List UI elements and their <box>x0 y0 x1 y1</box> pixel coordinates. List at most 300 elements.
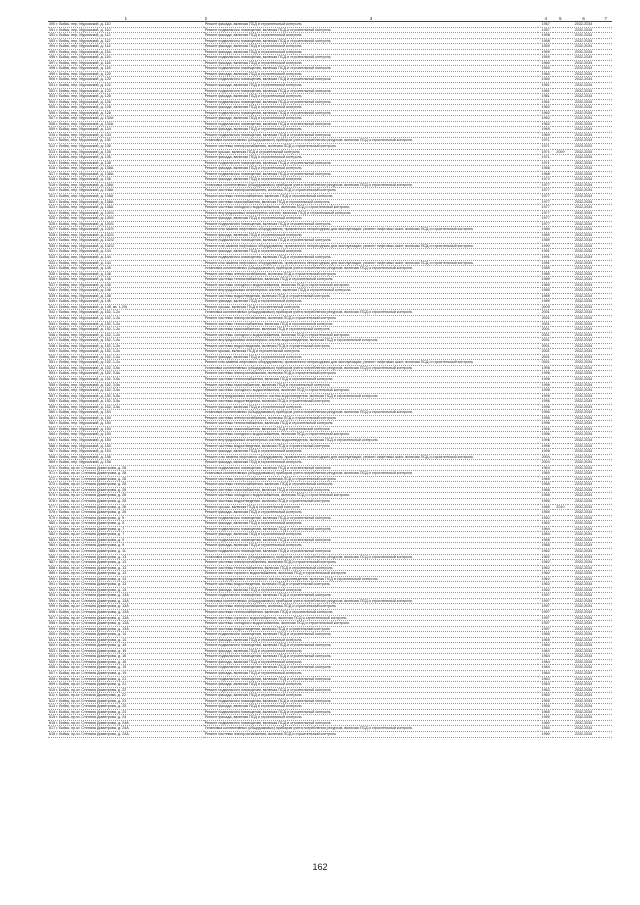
planned-period-cell: 2032-2034 <box>568 548 600 554</box>
planned-period-cell: 2032-2034 <box>568 338 600 344</box>
built-year-cell: 1997 <box>538 626 553 632</box>
address-text: г. Бийск, пр-кт. Степана Димитрова, д. 26 <box>56 510 127 515</box>
built-year-cell: 2001 <box>538 315 553 321</box>
address-text: г. Бийск, пр-кт. Степана Димитрова, д. 26 <box>56 487 127 492</box>
planned-period-cell: 2032-2034 <box>568 216 600 222</box>
built-year-cell: 1990 <box>538 243 553 249</box>
address-text: г. Бийск, пер. Муромский, д. 110 <box>56 22 111 26</box>
planned-period-cell: 2032-2034 <box>568 243 600 249</box>
planned-period-cell: 2032-2034 <box>568 449 600 455</box>
address-text: г. Бийск, пер. Муромский, д. 140/1 <box>56 216 114 221</box>
planned-period-cell: 2032-2034 <box>568 393 600 399</box>
address-text: г. Бийск, пер. Муромский, д. 146 <box>56 271 111 276</box>
built-year-cell: 2004 <box>538 454 553 460</box>
address-text: г. Бийск, пер. Муромский, д. 130А <box>56 121 114 126</box>
row-number: 507 <box>49 116 56 121</box>
address-text: г. Бийск, пер. Муромский, д. 122 <box>56 88 111 93</box>
address-text: г. Бийск, пер. Муромский, д. 116 <box>56 49 111 54</box>
row-number: 563 <box>49 426 56 431</box>
built-year-cell: 1960 <box>538 66 553 72</box>
row-number: 539 <box>49 293 56 298</box>
work-type-cell: Ремонт системы холодного водоснабжения, включая ПСД и строительный контроль <box>204 282 539 288</box>
planned-period-cell: 2032-2034 <box>568 332 600 338</box>
row-number: 551 <box>49 360 56 365</box>
planned-period-cell: 2032-2034 <box>568 654 600 660</box>
planned-period-cell: 2032-2034 <box>568 354 600 360</box>
work-type-cell: Ремонт системы электроснабжения, включая ПСД и строительный контроль <box>204 604 539 610</box>
planned-period-cell: 2032-2034 <box>568 371 600 377</box>
address-text: г. Бийск, пр-кт. Степана Димитрова, д. 26 <box>56 471 127 476</box>
work-type-cell: Ремонт системы газоснабжения, включая ПСД и строительный контроль <box>204 382 539 388</box>
built-year-cell: 1961 <box>538 83 553 89</box>
built-year-cell: 1991 <box>538 260 553 266</box>
row-number: 611 <box>49 693 55 698</box>
row-number: 572 <box>49 476 56 481</box>
planned-period-cell: 2032-2034 <box>568 71 600 77</box>
built-year-cell: 1989 <box>538 288 553 294</box>
built-year-cell: 1989 <box>538 277 553 283</box>
planned-period-cell: 2032-2034 <box>568 299 600 305</box>
planned-period-cell: 2032-2034 <box>568 426 600 432</box>
work-type-cell: Ремонт фасада, включая ПСД и строительный контроль <box>204 94 539 100</box>
row-number: 505 <box>49 105 56 110</box>
work-type-cell: Ремонт фасада, включая ПСД и строительный контроль <box>204 166 539 172</box>
work-type-cell: Ремонт системы холодного водоснабжения, включая ПСД и строительный контроль <box>204 493 539 499</box>
work-type-cell: Ремонт фасада, включая ПСД и строительный контроль <box>204 670 539 676</box>
address-text: г. Бийск, пер. Муромский, д. 118 <box>56 60 111 65</box>
address-text: г. Бийск, пр-кт. Степана Димитрова, д. 9 <box>56 537 125 542</box>
built-year-cell: 1957 <box>538 27 553 33</box>
row-number: 509 <box>49 127 56 132</box>
planned-period-cell: 2032-2034 <box>568 315 600 321</box>
built-year-cell: 1963 <box>538 676 553 682</box>
row-number: 529 <box>49 238 56 243</box>
built-year-cell: 1962 <box>538 110 553 116</box>
address-text: г. Бийск, пр-кт. Степана Димитрова, д. 26 <box>56 504 127 509</box>
built-year-cell: 1962 <box>538 587 553 593</box>
work-type-cell: Ремонт крыши, включая ПСД и строительный контроль <box>204 304 539 310</box>
row-number: 559 <box>49 404 56 409</box>
work-type-cell: Ремонт системы теплоснабжения, включая ПСД и строительный контроль <box>204 421 539 427</box>
address-text: г. Бийск, пр-кт. Степана Димитрова, д. 13А <box>56 621 129 626</box>
work-type-cell: Ремонт системы электроснабжения, включая ПСД и строительный контроль <box>204 188 539 194</box>
address-text: г. Бийск, пер. Муромский, д. 130А <box>56 116 114 121</box>
row-number: 586 <box>49 554 56 559</box>
address-text: г. Бийск, пр-кт. Степана Димитрова, д. 13А <box>56 593 129 598</box>
address-text: г. Бийск, пер. Муромский, д. 148, кв. 1-29) <box>56 304 128 309</box>
work-type-cell: Ремонт крыши, включая ПСД и строительный контроль <box>204 504 539 510</box>
built-year-cell: 1972 <box>538 177 553 183</box>
work-type-cell: Ремонт системы водоотведения, включая ПСД и строительный контроль <box>204 626 539 632</box>
work-type-cell: Ремонт фасада, включая ПСД и строительный контроль <box>204 299 539 305</box>
address-text: г. Бийск, пр-кт. Степана Димитрова, д. 9 <box>56 543 125 548</box>
built-year-cell: 1968 <box>538 171 553 177</box>
planned-period-cell: 2032-2034 <box>568 670 600 676</box>
address-text: г. Бийск, пр-кт. Степана Димитрова, д. 24 <box>56 709 127 714</box>
row-number: 522 <box>49 199 56 204</box>
address-text: г. Бийск, пр-кт. Степана Димитрова, д. 16 <box>56 654 127 659</box>
work-type-cell: Ремонт фасада, включая ПСД и строительный контроль <box>204 648 539 654</box>
work-type-cell: Установка коллективных (общедомовых) приборов учета потребления ресурсов, включая ПСД и строительный контроль <box>204 266 539 272</box>
planned-period-cell: 2032-2034 <box>568 282 600 288</box>
address-text: г. Бийск, пер. Муромский, д. 126 <box>56 99 111 104</box>
planned-period-cell: 2032-2034 <box>568 732 600 738</box>
built-year-cell: 1960 <box>538 60 553 66</box>
row-number: 616 <box>49 720 56 725</box>
built-year-cell: 1971 <box>538 155 553 161</box>
row-number: 574 <box>49 487 56 492</box>
built-year-cell: 2001 <box>538 354 553 360</box>
row-number: 602 <box>49 643 56 648</box>
planned-period-cell: 2032-2034 <box>568 593 600 599</box>
address-text: г. Бийск, пр-кт. Степана Димитрова, д. 13А <box>56 604 129 609</box>
column-number: 1 <box>48 16 204 22</box>
planned-period-cell: 2032-2034 <box>568 454 600 460</box>
planned-period-cell: 2032-2034 <box>568 676 600 682</box>
work-type-cell: Ремонт внутридомовых инженерных систем, включая ПСД и строительный контроль <box>204 288 539 294</box>
built-year-cell: 1989 <box>538 271 553 277</box>
row-number: 552 <box>49 365 56 370</box>
address-text: г. Бийск, пр-кт. Степана Димитрова, д. 13 <box>56 565 127 570</box>
last-repair-year-cell <box>553 732 568 738</box>
last-repair-year-cell: 2009 <box>553 149 568 155</box>
row-number: 512 <box>49 144 56 149</box>
built-year-cell: 1965 <box>538 476 553 482</box>
row-number: 546 <box>49 332 56 337</box>
address-text: г. Бийск, пер. Муромский, д. 156 <box>56 454 111 459</box>
address-text: г. Бийск, пер. Муромский, д. 152, 3-5к <box>56 365 120 370</box>
address-text: г. Бийск, пер. Муромский, д. 154 <box>56 415 111 420</box>
built-year-cell: 1960 <box>538 720 553 726</box>
row-number: 524 <box>49 210 56 215</box>
address-text: г. Бийск, пр-кт. Степана Димитрова, д. 5 <box>56 521 125 526</box>
planned-period-cell: 2032-2034 <box>568 720 600 726</box>
built-year-cell: 1965 <box>538 482 553 488</box>
planned-period-cell: 2032-2034 <box>568 160 600 166</box>
work-type-cell: Ремонт подвального помещения, включая ПСД и строительный контроль <box>204 537 539 543</box>
work-type-cell: Ремонт фасада, включая ПСД и строительный контроль <box>204 460 539 466</box>
built-year-cell: 2001 <box>538 338 553 344</box>
work-type-cell: Ремонт фасада, включая ПСД и строительный контроль <box>204 521 539 527</box>
planned-period-cell: 2032-2034 <box>568 49 600 55</box>
planned-period-cell: 2032-2034 <box>568 659 600 665</box>
work-type-cell: Ремонт фасада, включая ПСД и строительный контроль <box>204 71 539 77</box>
row-number: 592 <box>49 587 56 592</box>
row-number: 521 <box>49 193 56 198</box>
address-text: г. Бийск, пер. Муромский, д. 152, 1-2к <box>56 332 120 337</box>
built-year-cell: 1969 <box>538 127 553 133</box>
row-number: 534 <box>49 266 56 271</box>
address-text: г. Бийск, пер. Муромский, д. 140/1 <box>56 210 114 215</box>
row-number: 589 <box>49 571 56 576</box>
row-number: 544 <box>49 321 56 326</box>
built-year-cell: 1977 <box>538 221 553 227</box>
planned-period-cell: 2032-2034 <box>568 127 600 133</box>
built-year-cell: 1977 <box>538 193 553 199</box>
planned-period-cell: 2032-2034 <box>568 643 600 649</box>
row-number: 498 <box>49 66 56 71</box>
planned-period-cell: 2032-2034 <box>568 543 600 549</box>
row-number: 600 <box>49 632 56 637</box>
work-type-cell: Ремонт системы холодного водоснабжения, включая ПСД и строительный контроль <box>204 388 539 394</box>
planned-period-cell: 2032-2034 <box>568 116 600 122</box>
address-text: г. Бийск, пер. Муромский, д. 128 <box>56 105 111 110</box>
planned-period-cell: 2032-2034 <box>568 460 600 466</box>
built-year-cell: 1965 <box>538 487 553 493</box>
built-year-cell: 1961 <box>538 94 553 100</box>
address-text: г. Бийск, пер. Муромский, д. 138А <box>56 171 114 176</box>
planned-period-cell: 2032-2034 <box>568 121 600 127</box>
column-number: 4 <box>538 16 553 22</box>
built-year-cell: 1997 <box>538 598 553 604</box>
planned-period-cell: 2032-2034 <box>568 554 600 560</box>
address-text: г. Бийск, пр-кт. Степана Димитрова, д. 11 <box>56 548 126 553</box>
row-number: 567 <box>49 449 56 454</box>
address-text: г. Бийск, пр-кт. Степана Димитрова, д. 7 <box>56 526 125 531</box>
address-text: г. Бийск, пер. Муромский, д. 138А <box>56 205 114 210</box>
repair-register-table <box>48 16 612 738</box>
planned-period-cell: 2032-2034 <box>568 515 600 521</box>
address-text: г. Бийск, пер. Муромский, д. 146 <box>56 277 111 282</box>
work-type-cell: Ремонт фасада, включая ПСД и строительный контроль <box>204 216 539 222</box>
address-text: г. Бийск, пр-кт. Степана Димитрова, д. 26 <box>56 465 127 470</box>
work-type-cell: Ремонт внутридомовых инженерных систем водоотведения, включая ПСД и строительный контроль <box>204 576 539 582</box>
row-number: 558 <box>49 399 56 404</box>
work-type-cell: Ремонт системы водоотведения, включая ПСД и строительный контроль <box>204 293 539 299</box>
planned-period-cell: 2032-2034 <box>568 648 600 654</box>
address-text: г. Бийск, пер. Муромский, д. 116 <box>56 55 111 60</box>
row-number: 528 <box>49 232 56 237</box>
work-type-cell: Установка коллективных (общедомовых) приборов учета потребления ресурсов, включая ПСД и строительный контроль <box>204 182 539 188</box>
built-year-cell: 1989 <box>538 238 553 244</box>
work-type-cell: Ремонт подвального помещения, включая ПСД и строительный контроль <box>204 66 539 72</box>
work-type-cell: Ремонт внутридомовых инженерных систем водоотведения, включая ПСД и строительный контроль <box>204 438 539 444</box>
column-number: 5 <box>553 16 568 22</box>
row-number: 585 <box>49 548 56 553</box>
row-number: 560 <box>49 410 56 415</box>
work-type-cell: Ремонт системы электроснабжения, включая ПСД и строительный контроль <box>204 415 539 421</box>
address-text: г. Бийск, пер. Муромский, д. 120 <box>56 71 111 76</box>
address-text: г. Бийск, пер. Муромский, д. 138 <box>56 160 111 165</box>
built-year-cell: 1960 <box>538 709 553 715</box>
work-type-cell: Ремонт подвального помещения, включая ПСД и строительный контроль <box>204 38 539 44</box>
planned-period-cell: 2032-2034 <box>568 415 600 421</box>
built-year-cell: 1971 <box>538 144 553 150</box>
work-type-cell: Ремонт системы горячего водоснабжения, включая ПСД и строительный контроль <box>204 571 539 577</box>
row-number: 510 <box>49 132 56 137</box>
planned-period-cell: 2032-2034 <box>568 110 600 116</box>
built-year-cell: 1977 <box>538 216 553 222</box>
last-repair-year-cell: 2010 <box>553 504 568 510</box>
work-type-cell: Ремонт или замена лифтового оборудования, признанного непригодным для эксплуатации, ремонт лифтовых шахт, включая ПСД и строительный контроль <box>204 260 539 266</box>
address-text: г. Бийск, пр-кт. Степана Димитрова, д. 24А <box>56 720 129 725</box>
address-text: г. Бийск, пр-кт. Степана Димитрова, д. 26 <box>56 482 127 487</box>
work-type-cell: Ремонт подвального помещения, включая ПСД и строительный контроль <box>204 465 539 471</box>
work-type-cell: Ремонт подвального помещения, включая ПСД и строительный контроль <box>204 27 539 33</box>
address-text: г. Бийск, пр-кт. Степана Димитрова, д. 26 <box>56 476 127 481</box>
built-year-cell: 1996 <box>538 388 553 394</box>
row-number: 516 <box>49 166 56 171</box>
address-text: г. Бийск, пр-кт. Степана Димитрова, д. 13 <box>56 560 127 565</box>
address-text: г. Бийск, пер. Муромский, д. 142/1 <box>56 227 114 232</box>
work-type-cell: Ремонт подвального помещения, включая ПСД и строительный контроль <box>204 643 539 649</box>
row-number: 532 <box>49 254 56 259</box>
built-year-cell: 1965 <box>538 510 553 516</box>
work-type-cell: Ремонт фасада, включая ПСД и строительный контроль <box>204 22 539 28</box>
page-number: 162 <box>312 862 328 872</box>
address-text: г. Бийск, пер. Муромский, д. 152, 3-5к <box>56 377 120 381</box>
built-year-cell: 1997 <box>538 609 553 615</box>
row-number: 582 <box>49 532 56 537</box>
work-type-cell: Ремонт фасада, включая ПСД и строительный контроль <box>204 127 539 133</box>
planned-period-cell: 2032-2034 <box>568 715 600 721</box>
row-number: 615 <box>49 715 56 720</box>
planned-period-cell: 2032-2034 <box>568 571 600 577</box>
row-number: 593 <box>49 593 56 598</box>
work-type-cell: Ремонт фасада, включая ПСД и строительный контроль <box>204 587 539 593</box>
address-text: г. Бийск, пер. Муромский, д. 142/1 <box>56 232 114 237</box>
work-type-cell: Ремонт системы горячего водоснабжения, включая ПСД и строительный контроль <box>204 615 539 621</box>
built-year-cell: 1996 <box>538 393 553 399</box>
table-row <box>48 732 612 738</box>
address-text: г. Бийск, пер. Муромский, д. 142/2 <box>56 243 114 248</box>
planned-period-cell: 2032-2034 <box>568 33 600 39</box>
work-type-cell: Ремонт или замена лифтового оборудования, признанного непригодным для эксплуатации, ремонт лифтовых шахт, включая ПСД и строительный контроль <box>204 243 539 249</box>
work-type-cell: Ремонт подвального помещения, включая ПСД и строительный контроль <box>204 160 539 166</box>
planned-period-cell: 2032-2034 <box>568 138 600 144</box>
planned-period-cell: 2032-2034 <box>568 171 600 177</box>
row-number: 519 <box>49 182 56 187</box>
work-type-cell: Ремонт системы водоотведения, включая ПСД и строительный контроль <box>204 343 539 349</box>
built-year-cell: 1996 <box>538 443 553 449</box>
work-type-cell: Установка коллективных (общедомовых) приборов учета потребления ресурсов, включая ПСД и строительный контроль <box>204 598 539 604</box>
work-type-cell: Ремонт подвального помещения, включая ПСД и строительный контроль <box>204 593 539 599</box>
built-year-cell: 1996 <box>538 404 553 410</box>
planned-period-cell: 2032-2034 <box>568 360 600 366</box>
row-number: 596 <box>49 609 56 614</box>
row-number: 492 <box>49 33 56 38</box>
built-year-cell: 1965 <box>538 499 553 505</box>
work-type-cell: Ремонт системы электроснабжения, включая ПСД и строительный контроль <box>204 371 539 377</box>
planned-period-cell: 2032-2034 <box>568 499 600 505</box>
work-type-cell: Ремонт или замена лифтового оборудования, признанного непригодным для эксплуатации, ремонт лифтовых шахт, включая ПСД и строительный контроль <box>204 227 539 233</box>
planned-period-cell: 2032-2034 <box>568 637 600 643</box>
row-number: 543 <box>49 315 56 320</box>
built-year-cell: 1962 <box>538 565 553 571</box>
row-number: 573 <box>49 482 56 487</box>
built-year-cell: 1996 <box>538 382 553 388</box>
work-type-cell: Ремонт системы холодного водоснабжения, включая ПСД и строительный контроль <box>204 432 539 438</box>
built-year-cell: 1996 <box>538 410 553 416</box>
row-number: 490 <box>49 22 56 26</box>
row-number: 495 <box>49 49 56 54</box>
address-text: г. Бийск, пр-кт. Степана Димитрова, д. 13 <box>56 587 127 592</box>
planned-period-cell: 2032-2034 <box>568 27 600 33</box>
planned-period-cell: 2032-2034 <box>568 277 600 283</box>
address-text: г. Бийск, пр-кт. Степана Димитрова, д. 21 <box>56 676 127 681</box>
address-text: г. Бийск, пер. Муромский, д. 144 <box>56 254 111 259</box>
built-year-cell: 1989 <box>538 293 553 299</box>
planned-period-cell: 2032-2034 <box>568 504 600 510</box>
built-year-cell: 1959 <box>538 698 553 704</box>
built-year-cell: 1996 <box>538 432 553 438</box>
work-type-cell: Ремонт крыши, включая ПСД и строительный контроль <box>204 149 539 155</box>
planned-period-cell: 2032-2034 <box>568 38 600 44</box>
row-number: 535 <box>49 271 56 276</box>
built-year-cell: 1989 <box>538 232 553 238</box>
row-number: 591 <box>49 582 56 587</box>
row-number: 554 <box>49 377 56 381</box>
row-number: 569 <box>49 460 56 465</box>
address-text: г. Бийск, пер. Муромский, д. 142/2 <box>56 238 114 243</box>
row-number: 530 <box>49 243 56 248</box>
address-text: г. Бийск, пер. Муромский, д. 138А <box>56 188 114 193</box>
planned-period-cell: 2032-2034 <box>568 388 600 394</box>
row-number: 613 <box>49 704 56 709</box>
work-type-cell: Ремонт фасада, включая ПСД и строительный контроль <box>204 49 539 55</box>
built-year-cell: 1996 <box>538 449 553 455</box>
row-number: 493 <box>49 38 56 43</box>
planned-period-cell: 2032-2034 <box>568 205 600 211</box>
built-year-cell: 1977 <box>538 188 553 194</box>
built-year-cell: 1961 <box>538 88 553 94</box>
built-year-cell: 1964 <box>538 526 553 532</box>
built-year-cell: 2001 <box>538 310 553 316</box>
work-type-cell: Ремонт системы теплоснабжения, включая ПСД и строительный контроль <box>204 377 539 383</box>
built-year-cell: 1996 <box>538 365 553 371</box>
planned-period-cell: 2032-2034 <box>568 105 600 111</box>
row-number: 541 <box>49 304 56 309</box>
built-year-cell: 1959 <box>538 49 553 55</box>
planned-period-cell: 2032-2034 <box>568 510 600 516</box>
built-year-cell: 1964 <box>538 648 553 654</box>
built-year-cell: 1962 <box>538 116 553 122</box>
built-year-cell: 2001 <box>538 360 553 366</box>
built-year-cell: 1997 <box>538 615 553 621</box>
row-number: 549 <box>49 349 56 354</box>
built-year-cell: 1997 <box>538 604 553 610</box>
built-year-cell: 1962 <box>538 571 553 577</box>
address-text: г. Бийск, пер. Муромский, д. 136 <box>56 155 111 160</box>
work-type-cell: Ремонт системы холодного водоснабжения, включая ПСД и строительный контроль <box>204 332 539 338</box>
address-text: г. Бийск, пр-кт. Степана Димитрова, д. 26 <box>56 493 127 498</box>
address-text: г. Бийск, пер. Муромский, д. 152, 1-2к <box>56 310 120 315</box>
planned-period-cell: 2032-2034 <box>568 55 600 61</box>
built-year-cell: 1962 <box>538 582 553 588</box>
work-type-cell: Ремонт фасада, включая ПСД и строительный контроль <box>204 249 539 255</box>
row-number: 605 <box>49 659 56 664</box>
built-year-cell: 1962 <box>538 560 553 566</box>
built-year-cell: 1960 <box>538 715 553 721</box>
row-number: 550 <box>49 354 56 359</box>
address-text: г. Бийск, пр-кт. Степана Димитрова, д. 26 <box>56 499 127 504</box>
work-type-cell: Ремонт внутридомовых инженерных систем водоотведения, включая ПСД и строительный контроль <box>204 338 539 344</box>
planned-period-cell: 2032-2034 <box>568 443 600 449</box>
address-text: г. Бийск, пр-кт. Степана Димитрова, д. 22 <box>56 687 127 692</box>
built-year-cell: 1960 <box>538 71 553 77</box>
planned-period-cell: 2032-2034 <box>568 199 600 205</box>
work-type-cell: Ремонт подвального помещения, включая ПСД и строительный контроль <box>204 654 539 660</box>
built-year-cell: 1977 <box>538 199 553 205</box>
work-type-cell: Ремонт системы водоотведения, включая ПСД и строительный контроль <box>204 582 539 588</box>
address-text: г. Бийск, пер. Муромский, д. 154 <box>56 449 111 454</box>
address-text: г. Бийск, пер. Муромский, д. 152, 1-2к <box>56 349 120 354</box>
planned-period-cell: 2032-2034 <box>568 682 600 688</box>
planned-period-cell: 2032-2034 <box>568 704 600 710</box>
row-number: 527 <box>49 227 56 232</box>
planned-period-cell: 2032-2034 <box>568 77 600 83</box>
address-text: г. Бийск, пер. Муромский, д. 156 <box>56 460 111 465</box>
